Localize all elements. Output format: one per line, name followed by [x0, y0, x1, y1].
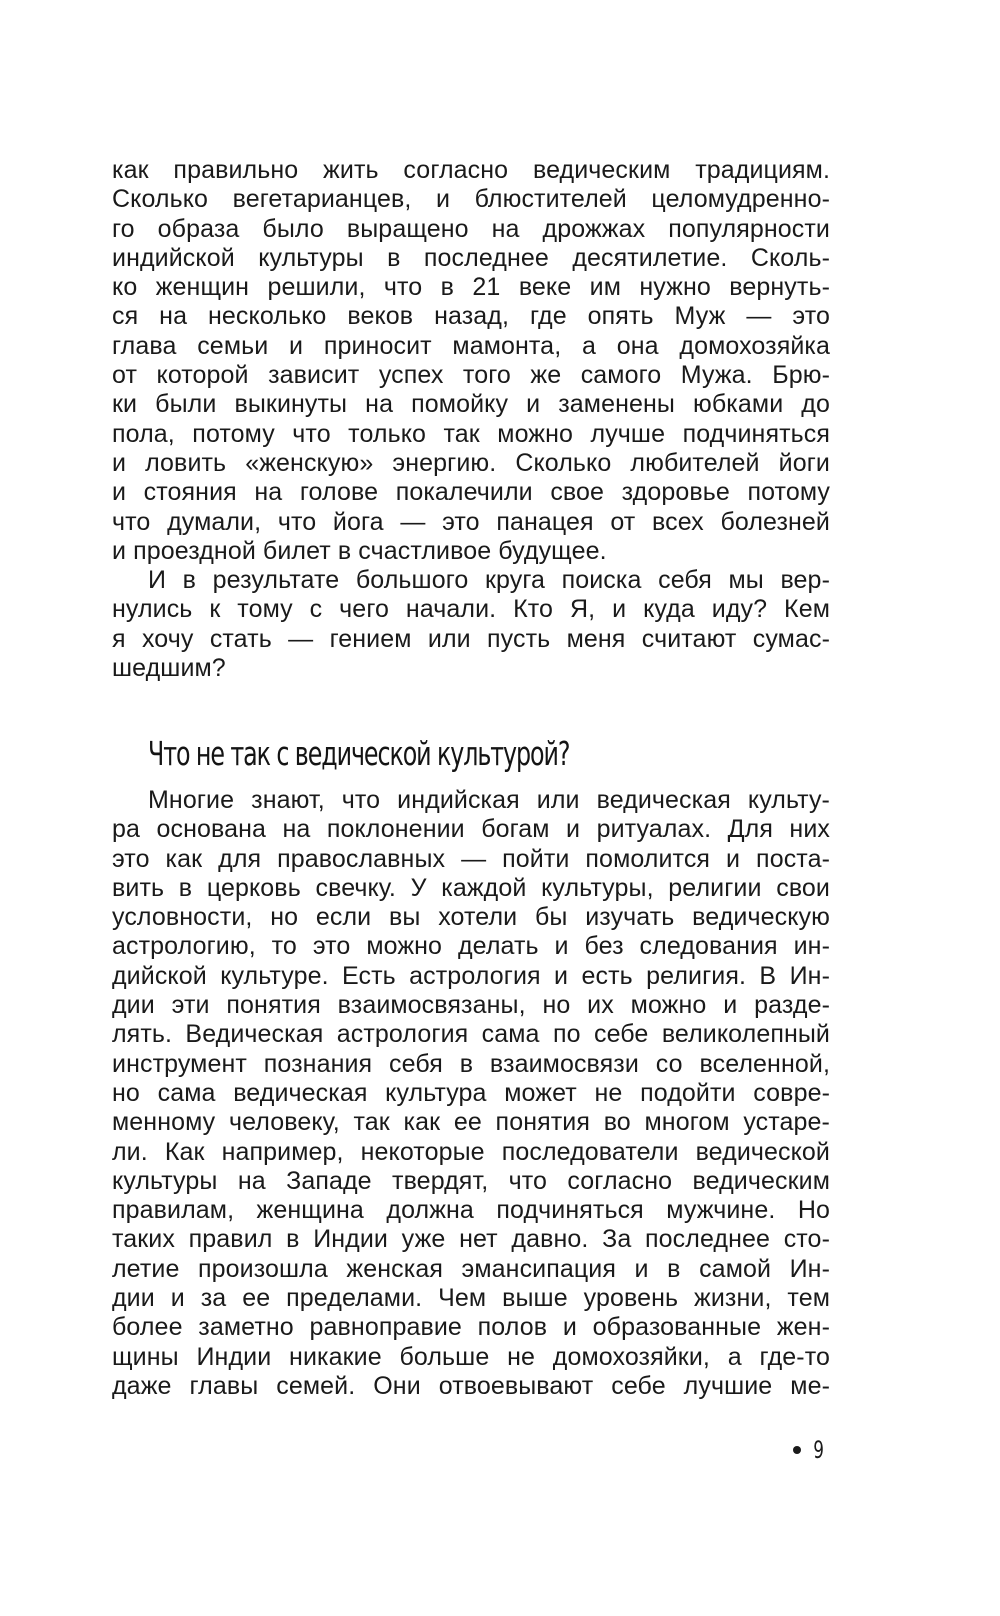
text-line: правилам, женщина должна подчиняться мужчине. Но [112, 1196, 830, 1225]
text-line: пола, потому что только так можно лучше подчиняться [112, 419, 830, 448]
text-line: но сама ведическая культура может не подойти совре- [112, 1078, 830, 1107]
text-line: глава семьи и приносит мамонта, а она домохозяйка [112, 331, 830, 360]
text-line: дии и за ее пределами. Чем выше уровень жизни, тем [112, 1284, 830, 1313]
text-line: индийской культуры в последнее десятилетие. Сколь- [112, 243, 830, 272]
text-line: я хочу стать — гением или пусть меня считают сумас- [112, 624, 830, 653]
text-line: ки были выкинуты на помойку и заменены юбками до [112, 390, 830, 419]
bullet-icon [793, 1446, 801, 1454]
text-line: как правильно жить согласно ведическим традициям. [112, 156, 830, 184]
text-line: инструмент познания себя в взаимосвязи со вселенной, [112, 1049, 830, 1078]
text-line: что думали, что йога — это панацея от всех болезней [112, 507, 830, 536]
text-line: менному человеку, так как ее понятия во многом устаре- [112, 1108, 830, 1137]
text-line: дии эти понятия взаимосвязаны, но их можно и разде- [112, 991, 830, 1020]
text-line: нулись к тому с чего начали. Кто Я, и куда иду? Кем [112, 595, 830, 624]
text-line: дийской культуре. Есть астрология и есть религия. В Ин- [112, 961, 830, 990]
text-line: ра основана на поклонении богам и ритуалах. Для них [112, 815, 830, 844]
text-line: го образа было выращено на дрожжах популярности [112, 214, 830, 243]
page-footer [793, 1436, 826, 1464]
text-line: это как для православных — пойти помолится и поста- [112, 844, 830, 873]
text-line: от которой зависит успех того же самого Мужа. Брю- [112, 361, 830, 390]
body-text-bottom [112, 786, 830, 1401]
section-heading: Что не так с ведической культурой? [148, 734, 570, 773]
text-line: ли. Как например, некоторые последователи ведической [112, 1137, 830, 1166]
text-line: шедшим? [112, 654, 226, 683]
page-number: 9 [813, 1436, 824, 1464]
text-line: даже главы семей. Они отвоевывают себе лучшие ме- [112, 1371, 830, 1400]
body-text-top [112, 156, 830, 683]
text-line: условности, но если вы хотели бы изучать ведическую [112, 903, 830, 932]
text-line: лять. Ведическая астрология сама по себе великолепный [112, 1020, 830, 1049]
text-line: И в результате большого круга поиска себя мы вер- [148, 566, 830, 595]
text-line: культуры на Западе твердят, что согласно ведическим [112, 1166, 830, 1195]
text-line: Сколько вегетарианцев, и блюстителей целомудренно- [112, 185, 830, 214]
text-line: ко женщин решили, что в 21 веке им нужно вернуть- [112, 273, 830, 302]
text-line: более заметно равноправие полов и образованные жен- [112, 1313, 830, 1342]
text-line: и стояния на голове покалечили свое здоровье потому [112, 478, 830, 507]
text-line: летие произошла женская эмансипация и в самой Ин- [112, 1254, 830, 1283]
text-line: щины Индии никакие больше не домохозяйки, а где-то [112, 1342, 830, 1371]
text-line: вить в церковь свечку. У каждой культуры, религии свои [112, 873, 830, 902]
text-line: и проездной билет в счастливое будущее. [112, 536, 607, 565]
text-line: ся на несколько веков назад, где опять Муж — это [112, 302, 830, 331]
text-line: астрологию, то это можно делать и без следования ин- [112, 932, 830, 961]
text-line: Многие знают, что индийская или ведическая культу- [148, 786, 830, 814]
text-line: таких правил в Индии уже нет давно. За последнее сто- [112, 1225, 830, 1254]
text-line: и ловить «женскую» энергию. Сколько любителей йоги [112, 448, 830, 477]
